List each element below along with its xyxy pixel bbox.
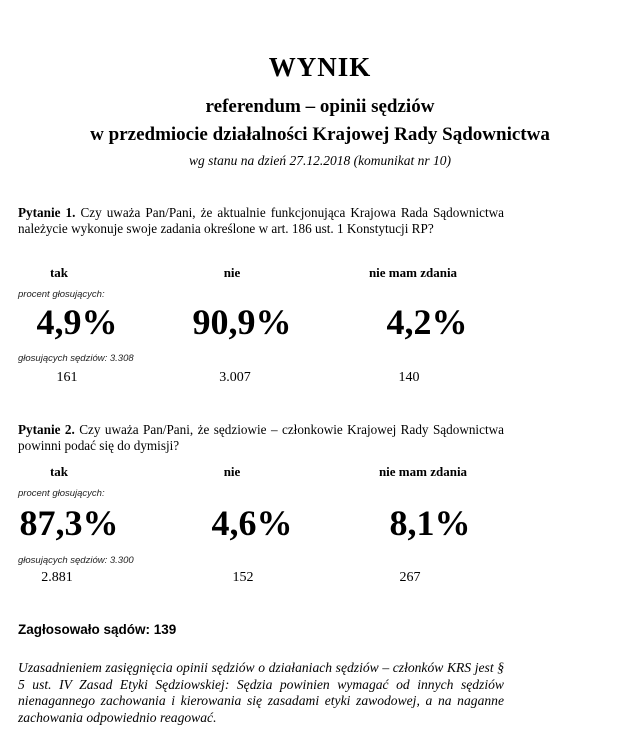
question-2 <box>18 422 504 454</box>
q1-percent-no-opinion: 4,2% <box>386 302 468 342</box>
q1-votes-no: 3.007 <box>219 370 251 385</box>
question-2-text: Czy uważa Pan/Pani, że sędziowie – członkowie Krajowej Rady Sądownictwa powinni podać się do dymisji? <box>18 422 504 453</box>
page-title: WYNIK <box>268 52 372 82</box>
q1-percent-label: procent głosujących: <box>18 289 105 300</box>
q1-votes-no-opinion: 140 <box>398 370 420 385</box>
q2-percent-label: procent głosujących: <box>18 488 105 499</box>
question-2-label: Pytanie 2. <box>18 422 75 437</box>
question-1-label: Pytanie 1. <box>18 205 76 220</box>
q1-col-no-opinion: nie mam zdania <box>368 265 458 280</box>
q1-votes-yes: 161 <box>56 370 78 385</box>
q1-votes-label: głosujących sędziów: 3.308 <box>18 353 134 364</box>
q2-percent-yes: 87,3% <box>19 503 119 543</box>
q1-col-yes: tak <box>49 265 69 280</box>
q2-votes-yes: 2.881 <box>41 570 73 585</box>
q1-percent-yes: 4,9% <box>36 302 118 342</box>
courts-voted: Zagłosowało sądów: 139 <box>18 622 177 637</box>
q2-col-yes: tak <box>49 464 69 479</box>
q2-percent-no-opinion: 8,1% <box>389 503 471 543</box>
q1-percent-no: 90,9% <box>192 302 292 342</box>
q2-votes-no: 152 <box>232 570 254 585</box>
justification-text: Uzasadnieniem zasięgnięcia opinii sędziów o działaniach sędziów – członków KRS jest § 5 ust. IV Zasad Etyki Sędziowskiej: Sędzia powinien wymagać od innych sędziów nienagannego zachowania i kierowania się zasadami etyki zawodowej, a na naganne zachowania odpowiednio reagować. <box>18 660 504 725</box>
question-1 <box>18 205 504 237</box>
page-subtitle: referendum – opinii sędziów <box>205 96 435 117</box>
page-subtitle-2: w przedmiocie działalności Krajowej Rady Sądownictwa <box>90 124 550 145</box>
q2-votes-no-opinion: 267 <box>399 570 421 585</box>
question-1-text: Czy uważa Pan/Pani, że aktualnie funkcjonująca Krajowa Rada Sądownictwa należycie wykonuje swoje zadania określone w art. 186 ust. 1 Konstytucji RP? <box>18 205 505 236</box>
q2-votes-label: głosujących sędziów: 3.300 <box>18 555 134 566</box>
q2-col-no: nie <box>223 464 241 479</box>
q2-col-no-opinion: nie mam zdania <box>378 464 468 479</box>
as-of-date: wg stanu na dzień 27.12.2018 (komunikat nr 10) <box>188 153 452 168</box>
q2-percent-no: 4,6% <box>211 503 293 543</box>
q1-col-no: nie <box>223 265 241 280</box>
